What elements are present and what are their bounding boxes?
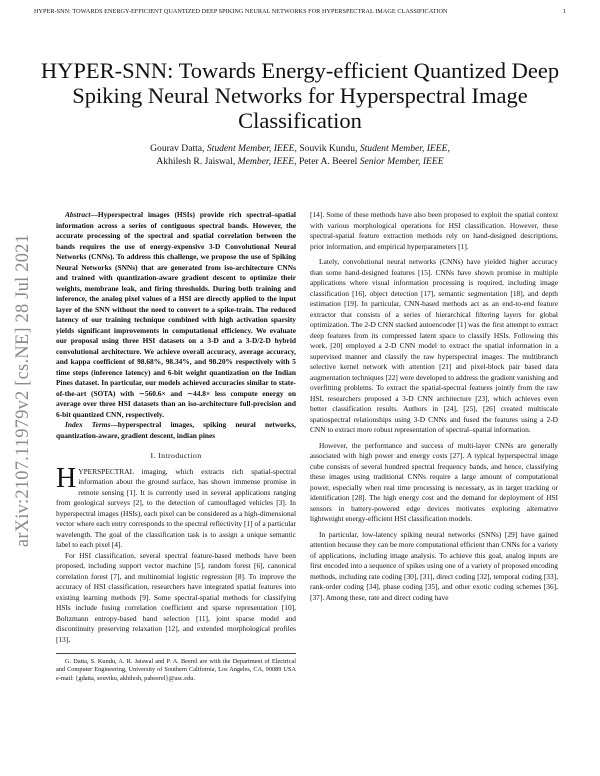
intro-paragraph: For HSI classification, several spectral feature-based methods have been proposed, including support vector machine [5], random forest [6], canonical correlation forest [7], and multinomial logistic regression [8]. To improve the accuracy of HSI classification, researchers have integrated spatial features into existing learning methods [9]. Some spectral-spatial methods for classifying HSIs include fusing correlation coefficient and sparse representation [10], Boltzmann entropy-based band selection [11], joint sparse model and discontinuity preserving relaxation [12], and extended morphological profiles [13],	[56, 550, 296, 644]
author-role: Member, IEEE,	[237, 156, 297, 167]
author-role: Student Member, IEEE,	[359, 143, 450, 154]
author-name: Gourav Datta,	[150, 143, 205, 154]
section-heading-introduction: I. Introduction	[150, 451, 202, 460]
paper-title: HYPER-SNN: Towards Energy-efficient Quantized Deep Spiking Neural Networks for Hyperspectral Image Classification	[40, 58, 560, 133]
author-name: Peter A. Beerel	[298, 156, 358, 167]
author-block	[40, 142, 560, 168]
abstract	[56, 210, 296, 420]
body-paragraph: In particular, low-latency spiking neural networks (SNNs) [29] have gained attention because they can be more computational efficient than CNNs for a variety of applications, including image analysis. To achieve this goal, analog inputs are first encoded into a sequence of spikes using one of a variety of proposed encoding methods, including rate coding [30], [31], direct coding [32], temporal coding [33], rank-order coding [34], phase coding [35], and other exotic coding schemes [36], [37]. Among these, rate and direct coding have	[310, 529, 558, 602]
drop-cap: H	[56, 462, 77, 494]
index-terms-label: Index Terms	[65, 420, 111, 429]
intro-paragraph	[56, 462, 296, 551]
body-paragraph: [14]. Some of these methods have also been proposed to exploit the spatial context with various morphological operations for HSI classification. However, these spectral-spatial feature extraction methods rely on hand-designed descriptions, prior information, and empirical hyperparameters [1].	[310, 210, 558, 251]
author-line-2	[40, 155, 560, 168]
author-affiliation-footnote: G. Datta, S. Kundu, A. R. Jaiswal and P. A. Beerel are with the Department of Electrical and Computer Engineering, University of Southern California, Los Angeles, CA, 90089 USA e-mail: {gdatta, souviku, akhilesh, pabeerel}@usc.edu.	[56, 653, 296, 683]
running-header	[34, 8, 566, 15]
right-column	[310, 210, 558, 603]
body-paragraph: Lately, convolutional neural networks (CNNs) have yielded higher accuracy than some hand-designed features [15]. CNNs have shown promise in multiple applications where visual information processing is required, including image classification [16], object detection [17], semantic segmentation [18], and depth estimation [19]. In particular, CNN-based methods act as an end-to-end feature extractor that consists of a series of hierarchical filtering layers for global optimization. The 2-D CNN stacked autoencoder [1] was the first attempt to extract deep features from its compressed latent space to classify HSIs. Following this work, [20] employed a 2-D CNN model to extract the spatial information in a supervised manner and classify the raw hyperspectral images. The multibranch selective kernel network with attention [21] and pixel-block pair based data augmentation techniques [22] were developed to address the gradient vanishing and overfitting problems. To extract the spatial-spectral features jointly from the raw HSI, researchers proposed a 3-D CNN architecture [23], which achieves even better classification results. Authors in [24], [25], [26] created multiscale spatiospectral relationships using 3-D CNNs and fused the features using a 2-D CNN to extract more robust representation of spectral–spatial information.	[310, 257, 558, 434]
arxiv-stamp	[4, 190, 44, 590]
author-role: Senior Member, IEEE	[359, 156, 444, 167]
index-terms	[56, 420, 296, 441]
left-column	[56, 210, 296, 683]
body-paragraph: However, the performance and success of multi-layer CNNs are generally associated with high power and energy costs [27]. A typical hyperspectral image cube consists of several hundred spectral frequency bands, and hence, classifying these images using traditional CNNs require a large amount of computational power, especially when real time processing is necessary, as in target tracking or identification [28]. The high energy cost and the demand for deployment of HSI sensors in battery-powered edge devices motivates exploring alternative lightweight energy-efficient HSI classification models.	[310, 440, 558, 523]
running-title: HYPER-SNN: TOWARDS ENERGY-EFFICIENT QUANTIZED DEEP SPIKING NEURAL NETWORKS FOR HYPERSPECTRAL IMAGE CLASSIFICATION	[34, 8, 448, 15]
page-number: 1	[562, 8, 566, 15]
author-name: Souvik Kundu,	[299, 143, 358, 154]
author-name: Akhilesh R. Jaiswal,	[156, 156, 236, 167]
intro-paragraph-1-text: YPERSPECTRAL imaging, which extracts rich spatial-spectral information about the ground surface, has shown immense promise in remote sensing [1]. It is currently used in several applications ranging from geological surveys [2], to the detection of camouflaged vehicles [3]. In hyperspectral images (HSIs), each pixel can be considered as a high-dimensional vector where each entry corresponds to the spectral reflectivity [1] of a particular wavelength. The goal of the classification task is to assign a unique semantic label to each pixel [4].	[56, 466, 296, 549]
abstract-text: —Hyperspectral images (HSIs) provide rich spectral–spatial information across a series of contiguous spectral bands. However, the accurate processing of the spectral and spatial correlation between the bands requires the use of energy-expensive 3-D Convolutional Neural Networks (CNNs). To address this challenge, we propose the use of Spiking Neural Networks (SNNs) that are generated from iso-architecture CNNs and trained with quantization-aware gradient descent to optimize their weights, membrane leak, and firing thresholds. During both training and inference, the analog pixel values of a HSI are directly applied to the input layer of the SNN without the need to convert to a spike-train. The reduced latency of our training technique combined with high activation sparsity yields significant improvements in computational efficiency. We evaluate our proposal using three HSI datasets on a 3-D and a 3-D/2-D hybrid convolutional architecture. We achieve overall accuracy, average accuracy, and kappa coefficient of 98.68%, 98.34%, and 98.20% respectively with 5 time steps (inference latency) and 6-bit weight quantization on the Indian Pines dataset. In particular, our models achieved accuracies similar to state-of-the-art (SOTA) with ∼560.6× and ∼44.8× less compute energy on average over three HSI datasets than an iso-architecture full-precision and 6-bit quantized CNN, respectively.	[56, 210, 296, 419]
abstract-label: Abstract	[65, 210, 91, 219]
index-terms-text: —hyperspectral images, spiking neural networks, quantization-aware, gradient descent, indian pines	[56, 420, 296, 440]
author-line-1	[40, 142, 560, 155]
author-role: Student Member, IEEE,	[206, 143, 297, 154]
arxiv-identifier: arXiv:2107.11979v2 [cs.NE] 28 Jul 2021	[13, 233, 34, 547]
introduction-body	[56, 462, 296, 646]
